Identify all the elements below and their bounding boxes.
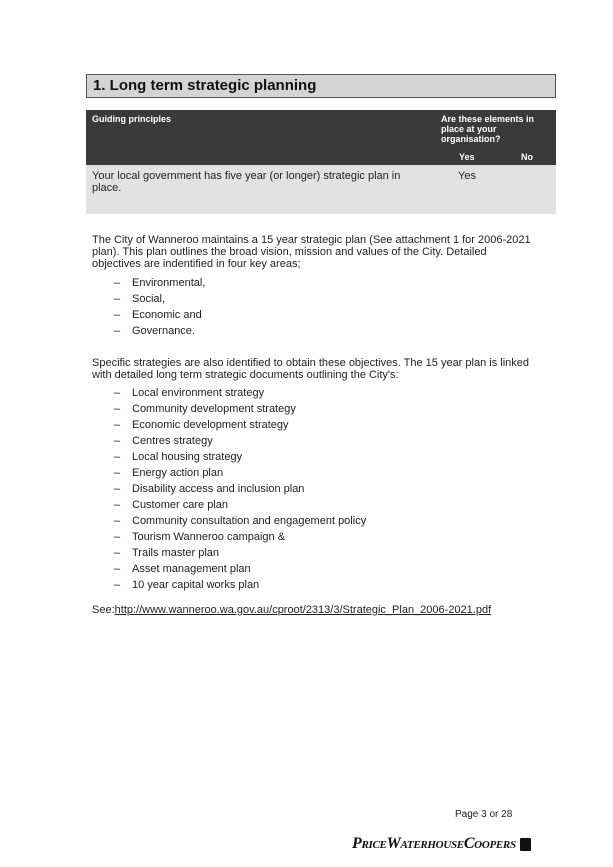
logo-wordmark: PriceWaterhouseCoopers: [352, 835, 516, 852]
table-header: [86, 110, 556, 165]
list-item-text: Community consultation and engagement policy: [132, 515, 367, 527]
paragraph-specific-strategies: Specific strategies are also identified to obtain these objectives. The 15 year plan is linked with detailed long term strategic documents outlining the City's:: [92, 357, 529, 381]
logo-square-icon: [520, 838, 531, 851]
list-item: [114, 465, 366, 481]
list-item-text: Customer care plan: [132, 499, 228, 511]
list-item-text: Disability access and inclusion plan: [132, 483, 305, 495]
dash-bullet: –: [114, 293, 121, 305]
list-item: [114, 449, 366, 465]
dash-bullet: –: [114, 579, 121, 591]
list-item-text: Local environment strategy: [132, 387, 265, 399]
list-item-text: Asset management plan: [132, 563, 251, 575]
dash-bullet: –: [114, 563, 121, 575]
list-item: [114, 401, 366, 417]
table-row: [86, 165, 556, 214]
dash-bullet: –: [114, 309, 121, 321]
list-item: [114, 433, 366, 449]
header-question: Are these elements in place at your organisation?: [441, 114, 535, 144]
list-item-text: Economic and: [132, 309, 202, 321]
section-title: 1. Long term strategic planning: [86, 74, 556, 98]
list-item: [114, 561, 366, 577]
list-item: [114, 577, 366, 593]
pwc-logo: [352, 832, 531, 856]
dash-bullet: –: [114, 387, 121, 399]
list-item-text: Environmental,: [132, 277, 206, 289]
list-item: [114, 291, 205, 307]
list-item: [114, 497, 366, 513]
dash-bullet: –: [114, 419, 121, 431]
list-item-text: Community development strategy: [132, 403, 296, 415]
list-item: [114, 323, 205, 339]
dash-bullet: –: [114, 531, 121, 543]
row-answer: Yes: [458, 170, 476, 182]
list-item: [114, 307, 205, 323]
list-item-text: 10 year capital works plan: [132, 579, 260, 591]
list-item: [114, 513, 366, 529]
list-item: [114, 417, 366, 433]
dash-bullet: –: [114, 277, 121, 289]
dash-bullet: –: [114, 483, 121, 495]
list-item: [114, 545, 366, 561]
list-item-text: Tourism Wanneroo campaign &: [132, 531, 286, 543]
list-item: [114, 529, 366, 545]
row-principle-text: Your local government has five year (or longer) strategic plan in place.: [92, 170, 401, 194]
dash-bullet: –: [114, 515, 121, 527]
strategic-plan-link[interactable]: http://www.wanneroo.wa.gov.au/cproot/2313/3/Strategic_Plan_2006-2021.pdf: [114, 604, 492, 616]
list-item: [114, 385, 366, 401]
see-label: See:: [92, 604, 115, 616]
list-item: [114, 481, 366, 497]
dash-bullet: –: [114, 467, 121, 479]
header-yes: Yes: [459, 152, 475, 162]
dash-bullet: –: [114, 499, 121, 511]
dash-bullet: –: [114, 325, 121, 337]
dash-bullet: –: [114, 435, 121, 447]
list-item-text: Social,: [132, 293, 166, 305]
list-item-text: Trails master plan: [132, 547, 220, 559]
list-item-text: Local housing strategy: [132, 451, 243, 463]
page-number: Page 3 or 28: [455, 809, 513, 820]
header-guiding-principles: Guiding principles: [92, 114, 172, 124]
list-item-text: Economic development strategy: [132, 419, 289, 431]
dash-bullet: –: [114, 403, 121, 415]
header-no: No: [521, 152, 533, 162]
see-reference: [92, 604, 491, 616]
dash-bullet: –: [114, 451, 121, 463]
dash-bullet: –: [114, 547, 121, 559]
paragraph-strategic-plan: The City of Wanneroo maintains a 15 year strategic plan (See attachment 1 for 2006-2021 plan). This plan outlines the broad vision, mission and values of the City. Detailed objectives are indentified in four key areas;: [92, 234, 531, 270]
list-item: [114, 275, 205, 291]
list-item-text: Centres strategy: [132, 435, 213, 447]
key-areas-list: [114, 275, 205, 339]
list-item-text: Energy action plan: [132, 467, 224, 479]
list-item-text: Governance.: [132, 325, 195, 337]
strategy-documents-list: [114, 385, 366, 593]
